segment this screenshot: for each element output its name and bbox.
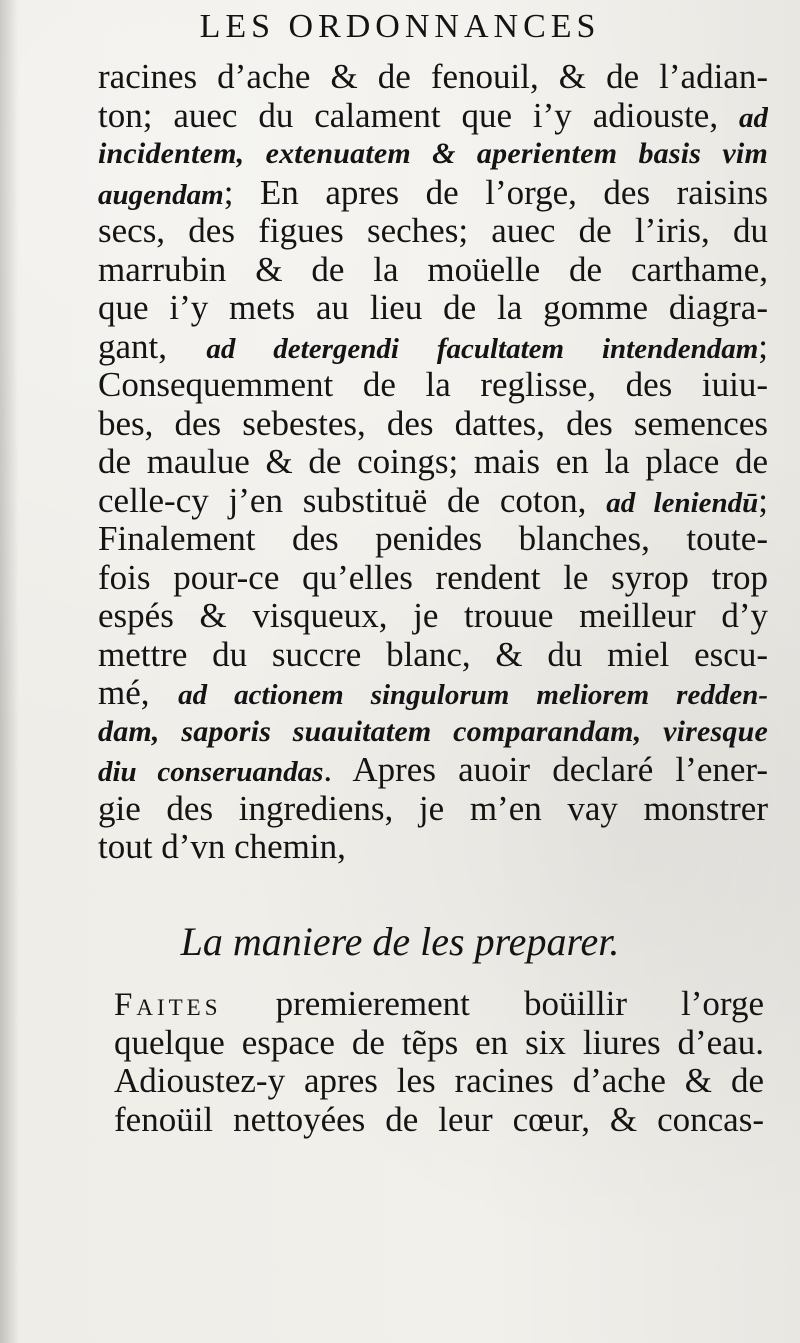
text-line-19: diu conseruandas. Apres auoir declaré l’ener- bbox=[98, 751, 768, 789]
text-line-11: de maulue & de coings; mais en la place de bbox=[98, 443, 768, 481]
text-line-8: gant, ad detergendi facultatem intendendam; bbox=[98, 327, 768, 366]
text-line-7: que i’y mets au lieu de la gomme diagra- bbox=[98, 289, 768, 327]
text-line-15: espés & visqueux, je trouue meilleur d’y bbox=[98, 597, 768, 635]
text-line-9: Consequemment de la reglisse, des iuiu- bbox=[98, 366, 768, 404]
text-line-18: dam, saporis suauitatem comparandam, viresque bbox=[98, 714, 768, 748]
section-text-block bbox=[114, 985, 764, 1139]
text-line-4: augendam; En apres de l’orge, des raisins bbox=[98, 173, 768, 212]
text-line-16: mettre du succre blanc, & du miel escu- bbox=[98, 635, 768, 674]
section-heading: La maniere de les preparer. bbox=[180, 919, 620, 964]
running-head: LES ORDONNANCES bbox=[199, 8, 601, 45]
text-line-13: Finalement des penides blanches, toute- bbox=[98, 520, 768, 558]
text-line-12: celle-cy j’en substituë de coton, ad leniendū; bbox=[98, 481, 768, 520]
text-line-10: bes, des sebestes, des dattes, des semences bbox=[98, 404, 768, 443]
text-line-5: secs, des figues seches; auec de l’iris, du bbox=[98, 212, 768, 250]
section-line-3: Adioustez-y apres les racines d’ache & de bbox=[114, 1062, 764, 1100]
section-line-4: fenoüil nettoyées de leur cœur, & concas- bbox=[114, 1100, 764, 1139]
main-text-block bbox=[98, 58, 768, 867]
section-line-2: quelque espace de tẽps en six liures d’eau. bbox=[114, 1023, 764, 1062]
text-line-14: fois pour-ce qu’elles rendent le syrop trop bbox=[98, 558, 768, 597]
text-line-21: tout d’vn chemin, bbox=[98, 828, 346, 866]
text-line-20: gie des ingrediens, je m’en vay monstrer bbox=[98, 789, 768, 828]
text-line-2: ton; auec du calament que i’y adiouste, ad bbox=[98, 96, 768, 135]
section-line-1: Faites premierement boüillir l’orge bbox=[114, 985, 764, 1023]
text-line-1: racines d’ache & de fenouil, & de l’adian- bbox=[98, 58, 768, 96]
lead-word: Faites bbox=[114, 987, 222, 1023]
text-line-3: incidentem, extenuatem & aperientem basis vim bbox=[98, 137, 768, 170]
text-line-17: mé, ad actionem singulorum meliorem redden- bbox=[98, 674, 768, 712]
page-gutter-shadow bbox=[0, 0, 18, 1343]
text-line-6: marrubin & de la moüelle de carthame, bbox=[98, 250, 768, 289]
